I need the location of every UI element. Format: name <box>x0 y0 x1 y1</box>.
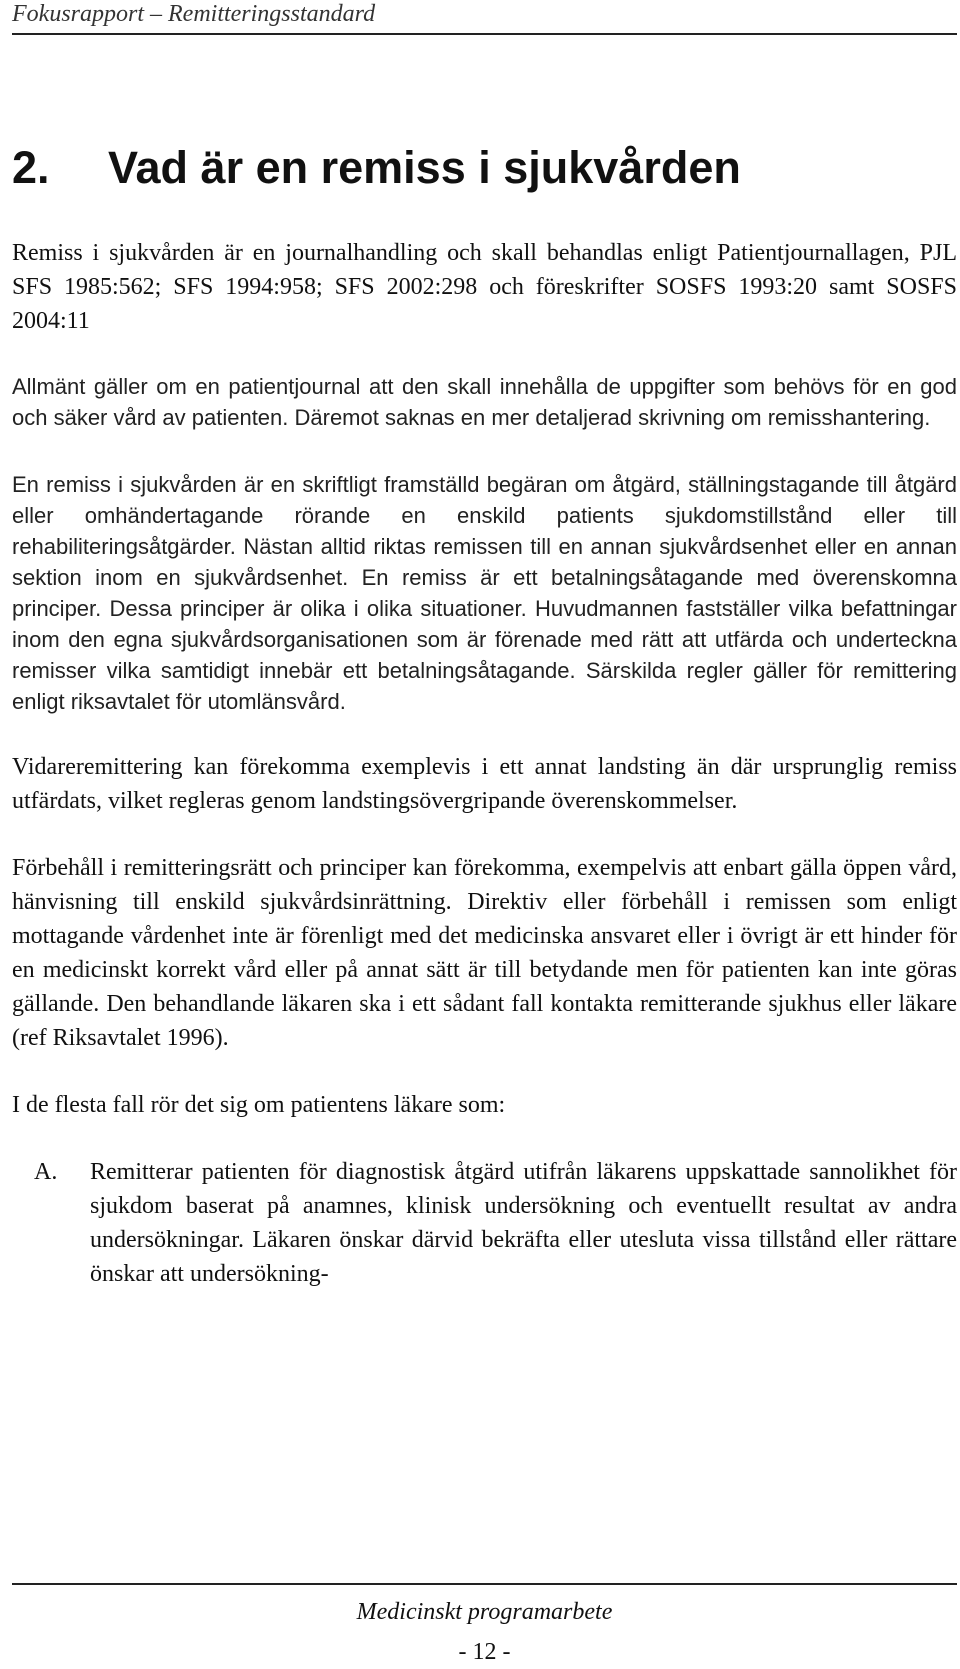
chapter-heading <box>12 140 741 196</box>
paragraph-list-intro: I de flesta fall rör det sig om patientens läkare som: <box>12 1092 506 1118</box>
paragraph-remiss-definition: Remiss i sjukvården är en journalhandling och skall behandlas enligt Patientjournallagen, PJL SFS 1985:562; SFS 1994:958; SFS 2002:298 och föreskrifter SOSFS 1993:20 samt SOSFS 2004:11 <box>12 240 957 334</box>
page-footer <box>12 1583 957 1667</box>
list-item <box>12 1155 957 1291</box>
page-header <box>12 0 957 35</box>
chapter-number: 2. <box>12 142 50 193</box>
paragraph-patientjournal: Allmänt gäller om en patientjournal att den skall innehålla de uppgifter som behövs för en god och säker vård av patienten. Däremot saknas en mer detaljerad skrivning om remisshantering. <box>12 374 957 430</box>
running-header-title: Fokusrapport – Remitteringsstandard <box>12 1 376 27</box>
footer-title: Medicinskt programarbete <box>356 1599 613 1625</box>
paragraph-forbehall: Förbehåll i remitteringsrätt och principer kan förekomma, exempelvis att enbart gälla öppen vård, hänvisning till enskild sjukvårdsinrättning. Direktiv eller förbehåll i remissen som enligt mottagande vårdenhet inte är förenligt med det medicinska ansvaret eller i övrigt är ett hinder för en medicinskt korrekt vård eller på annat sätt är till betydande men för patienten kan inte göras gällande. Den behandlande läkaren ska i ett sådant fall kontakta remitterande sjukhus eller läkare (ref Riksavtalet 1996). <box>12 855 957 1051</box>
chapter-title: Vad är en remiss i sjukvården <box>108 142 741 193</box>
list-item-text: Remitterar patienten för diagnostisk åtgärd utifrån läkarens uppskattade sannolikhet för sjukdom baserat på anamnes, klinisk undersökning och eventuellt resultat av andra undersökningar. Läkaren önskar därvid bekräfta eller utesluta vissa tillstånd eller rättare önskar att undersökning- <box>90 1159 957 1287</box>
paragraph-skriftlig-begaran: En remiss i sjukvården är en skriftligt framställd begäran om åtgärd, ställningstagande till åtgärd eller omhändertagande rörande en enskild patients sjukdomstillstånd eller till rehabiliteringsåtgärder. Nästan alltid riktas remissen till en annan sjukvårdsenhet eller en annan sektion inom en sjukvårdsenhet. En remiss är ett betalningsåtagande med överenskomna principer. Dessa principer är olika i olika situationer. Huvudmannen fastställer vilka befattningar inom den egna sjukvårdsorganisationen som är förenade med rätt att utfärda och underteckna remisser vilka samtidigt innebär ett betalningsåtagande. Särskilda regler gäller för remittering enligt riksavtalet för utomlänsvård. <box>12 472 957 714</box>
list-marker: A. <box>34 1159 58 1185</box>
page-number: - 12 - <box>458 1639 511 1665</box>
paragraph-vidareremittering: Vidareremittering kan förekomma exemplevis i ett annat landsting än där ursprunglig remiss utfärdats, vilket regleras genom landstingsövergripande överenskommelser. <box>12 754 957 814</box>
document-body <box>12 236 957 1291</box>
